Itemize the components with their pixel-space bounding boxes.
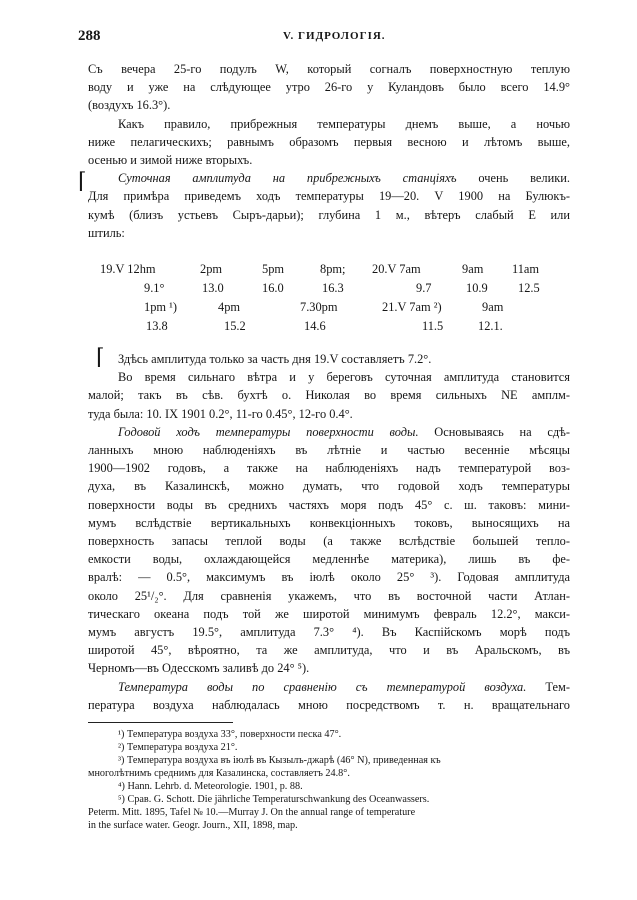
table-cell: 10.9 <box>466 281 488 295</box>
text-line: Черномъ—въ Одесскомъ заливѣ до 24° ⁵). <box>88 661 310 676</box>
body-text <box>88 60 570 242</box>
table-cell: 5pm <box>262 262 285 276</box>
table-cell: 13.8 <box>146 319 168 333</box>
running-head: V. ГИДРОЛОГІЯ. <box>283 30 386 42</box>
text-line: (воздухъ 16.3°). <box>88 98 171 113</box>
text-line: мумъ августъ 19.5°, амплитуда 7.3° ⁴). Въ Каспійскомъ морѣ подъ <box>88 625 570 640</box>
body-text-lower <box>88 344 570 714</box>
text-line: туда была: 10. IX 1901 0.2°, 11-го 0.45°, 12-го 0.4°. <box>88 406 353 421</box>
text-line: Съ вечера 25-го подулъ W, который согналъ поверхностную теплую <box>88 62 570 76</box>
table-cell: 9am <box>482 300 504 314</box>
paragraph-water-vs-air <box>88 678 570 696</box>
text-line: ниже пелагическихъ; равнымъ образомъ первыя весною и лѣтомъ выше, <box>88 134 570 149</box>
text-line: малой; такъ въ сѣв. бухтѣ о. Николая во время сильныхъ NE амплм- <box>88 388 570 403</box>
table-cell: 16.3 <box>322 281 344 295</box>
page-number: 288 <box>78 28 101 44</box>
table-row <box>100 319 580 338</box>
text-run: Тем- <box>526 679 570 694</box>
table-cell: 1pm ¹) <box>144 300 177 314</box>
table-cell: 12.1. <box>478 319 503 333</box>
text-run: очень велики. <box>456 171 570 186</box>
table-cell: 2pm <box>200 262 223 276</box>
table-cell: 9.1° <box>144 281 165 295</box>
text-line: емкости воды, охлаждающейся медленнѣе материка), лишь въ фе- <box>88 552 570 567</box>
table-row <box>100 281 580 300</box>
table-cell: 11.5 <box>422 319 444 333</box>
text-line: Во время сильнаго вѣтра и у береговъ суточная амплитуда становится <box>118 370 570 385</box>
text-line: 1900—1902 годовъ, а также на наблюденіяхъ надъ температурой воз- <box>88 461 570 476</box>
table-cell: 16.0 <box>262 281 284 295</box>
margin-bracket: ⌈ <box>78 168 87 193</box>
footnote-divider <box>88 722 233 723</box>
text-line: воду и уже на слѣдующее утро 26-го у Куландовъ было всего 14.9° <box>88 80 570 95</box>
footnote: ³) Температура воздуха въ іюлѣ въ Кызылъ-джарѣ (46° N), приведенная къ <box>118 755 441 766</box>
text-line: штиль: <box>88 225 125 240</box>
text-line: пература воздуха наблюдалась мною посредствомъ т. н. вращательнаго <box>88 697 570 712</box>
page-header <box>78 28 578 48</box>
text-line: ланныхъ мною наблюденіяхъ въ лѣтніе и частью весенніе мѣсяцы <box>88 443 570 458</box>
text-line: широтой 45°, вѣроятно, та же амплитуда, что и въ Аральскомъ, въ <box>88 643 570 658</box>
table-cell: 9am <box>462 262 484 276</box>
table-row <box>100 300 580 319</box>
footnotes <box>88 728 570 832</box>
text-line: вралѣ: — 0.5°, максимумъ въ іюлѣ около 25° ³). Годовая амплитуда <box>88 570 570 585</box>
table-cell: 19.V 12hm <box>100 262 156 276</box>
table-cell: 8pm; <box>320 262 346 276</box>
paragraph-annual-course <box>88 423 570 441</box>
text-line: поверхность запасы теплой воды (а также вслѣдствіе большей тепло- <box>88 534 570 549</box>
text-line: тическаго океана подъ той же широтой минимумъ февраль 12.2°, макси- <box>88 606 570 621</box>
table-cell: 15.2 <box>224 319 246 333</box>
footnote: ⁴) Hann. Lehrb. d. Meteorologie. 1901, p. 88. <box>118 781 303 792</box>
italic-heading: Годовой ходъ температуры поверхности воды. <box>118 424 419 439</box>
table-cell: 4pm <box>218 300 241 314</box>
footnote-continuation: многолѣтнимъ среднимъ для Казалинска, составляетъ 24.8°. <box>88 768 350 779</box>
table-cell: 9.7 <box>416 281 432 295</box>
footnote-continuation: in the surface water. Geogr. Journ., XII, 1898, map. <box>88 820 298 831</box>
table-cell: 13.0 <box>202 281 224 295</box>
italic-heading: Суточная амплитуда на прибрежныхъ станціяхъ <box>118 171 457 186</box>
text-line: поверхности воды въ среднихъ частяхъ моря подъ 45° с. ш. таковъ: мини- <box>88 497 570 512</box>
footnote: ²) Температура воздуха 21°. <box>118 742 238 753</box>
table-cell: 11am <box>512 262 540 276</box>
margin-bracket: ⌈ <box>96 344 105 369</box>
table-cell: 20.V 7am <box>372 262 421 276</box>
text-line: Здѣсь амплитуда только за часть дня 19.V составляетъ 7.2°. <box>118 352 432 366</box>
footnote-continuation: Peterm. Mitt. 1895, Tafel № 10.—Murray J. On the annual range of temperature <box>88 807 416 818</box>
text-line: мумъ вслѣдствіе вертикальныхъ конвекціонныхъ токовъ, выносящихъ на <box>88 515 570 530</box>
temperature-table <box>100 262 580 338</box>
text-line: Какъ правило, прибрежныя температуры днемъ выше, а ночью <box>118 116 570 131</box>
paragraph-daily-amplitude <box>88 169 570 187</box>
text-line: Для примѣра приведемъ ходъ температуры 19—20. V 1900 на Булюкъ- <box>88 189 570 204</box>
text-line: около 25¹/₂°. Для сравненія укажемъ, что въ восточной части Атлан- <box>88 588 570 603</box>
table-cell: 21.V 7am ²) <box>382 300 442 314</box>
table-cell: 7.30pm <box>300 300 338 314</box>
text-line: духа, въ Казалинскѣ, можно думать, что годовой ходъ температуры <box>88 479 570 494</box>
table-cell: 14.6 <box>304 319 326 333</box>
footnote: ⁵) Срав. G. Schott. Die jährliche Temperaturschwankung des Oceanwassers. <box>118 794 430 805</box>
text-run: Основываясь на сдѣ- <box>418 424 570 439</box>
footnote: ¹) Температура воздуха 33°, поверхности песка 47°. <box>118 729 342 740</box>
table-row <box>100 262 580 281</box>
italic-heading: Температура воды по сравненію съ температурой воздуха. <box>118 679 527 694</box>
text-line: осенью и зимой ниже вторыхъ. <box>88 153 253 168</box>
table-cell: 12.5 <box>518 281 540 295</box>
text-line: кумѣ (близъ устьевъ Сыръ-дарьи); глубина 1 м., вѣтеръ слабый Е или <box>88 207 570 222</box>
